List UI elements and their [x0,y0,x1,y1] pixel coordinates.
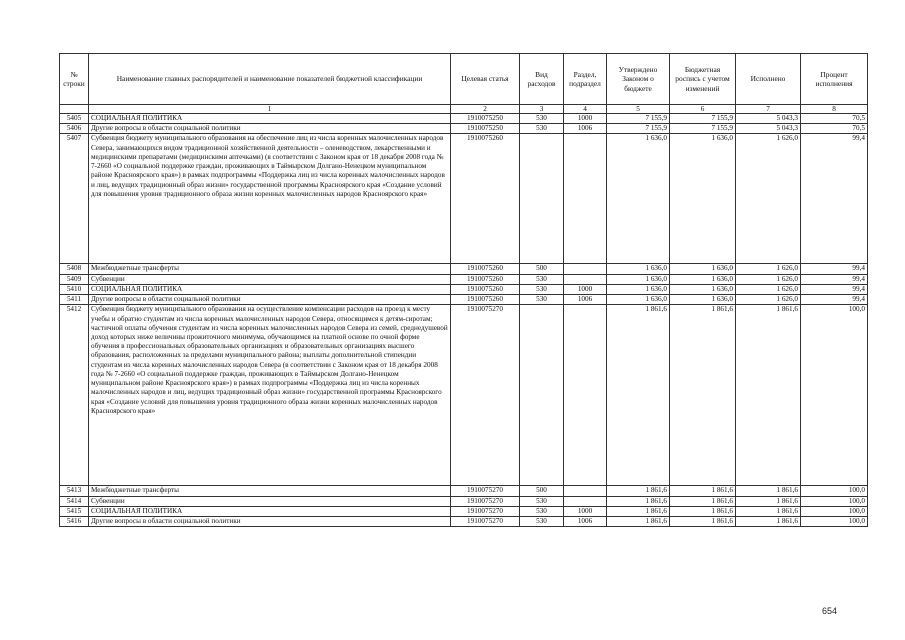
header-row-number: № строки [60,54,89,105]
planned-amount-cell: 1 636,0 [670,264,736,274]
column-numbers-row [60,105,868,114]
table-row [60,295,868,305]
approved-amount-cell: 7 155,9 [607,114,670,124]
target-article-cell: 1910075260 [451,295,520,305]
target-article-cell: 1910075270 [451,305,520,486]
planned-amount-cell: 1 636,0 [670,284,736,294]
approved-amount-cell: 1 636,0 [607,295,670,305]
expense-type-cell: 530 [520,295,564,305]
executed-amount-cell: 1 861,6 [736,516,801,526]
planned-amount-cell: 1 636,0 [670,134,736,264]
expense-type-cell: 530 [520,274,564,284]
row-name-cell: СОЦИАЛЬНАЯ ПОЛИТИКА [89,284,451,294]
section-cell: 1000 [564,506,607,516]
percent-cell: 70,5 [801,114,868,124]
target-article-cell: 1910075250 [451,114,520,124]
row-number-cell: 5414 [60,496,89,506]
section-cell: 1000 [564,114,607,124]
section-cell: 1006 [564,516,607,526]
expense-type-cell: 530 [520,124,564,134]
row-name-cell: Субвенции [89,496,451,506]
executed-amount-cell: 1 861,6 [736,486,801,496]
row-number-cell: 5412 [60,305,89,486]
planned-amount-cell: 1 861,6 [670,506,736,516]
planned-amount-cell: 1 636,0 [670,274,736,284]
executed-amount-cell: 1 626,0 [736,284,801,294]
target-article-cell: 1910075250 [451,124,520,134]
expense-type-cell: 500 [520,486,564,496]
expense-type-cell: 530 [520,284,564,294]
row-name-cell: Межбюджетные трансферты [89,264,451,274]
target-article-cell: 1910075260 [451,134,520,264]
percent-cell: 99,4 [801,134,868,264]
row-number-cell: 5416 [60,516,89,526]
approved-amount-cell: 1 861,6 [607,516,670,526]
target-article-cell: 1910075270 [451,516,520,526]
budget-table [59,53,868,527]
planned-amount-cell: 1 861,6 [670,486,736,496]
row-name-cell: Другие вопросы в области социальной политики [89,295,451,305]
approved-amount-cell: 1 636,0 [607,284,670,294]
executed-amount-cell: 1 626,0 [736,295,801,305]
approved-amount-cell: 1 636,0 [607,274,670,284]
planned-amount-cell: 1 861,6 [670,305,736,486]
executed-amount-cell: 1 861,6 [736,305,801,486]
table-header-row [60,54,868,105]
target-article-cell: 1910075270 [451,496,520,506]
approved-amount-cell: 1 636,0 [607,134,670,264]
executed-amount-cell: 5 043,3 [736,114,801,124]
row-number-cell: 5411 [60,295,89,305]
expense-type-cell: 500 [520,264,564,274]
table-row [60,284,868,294]
planned-amount-cell: 1 636,0 [670,295,736,305]
approved-amount-cell: 1 636,0 [607,264,670,274]
row-number-cell: 5409 [60,274,89,284]
column-number: 6 [670,105,736,114]
column-number: 2 [451,105,520,114]
column-number: 7 [736,105,801,114]
table-row [60,496,868,506]
table-row [60,305,868,486]
header-planned: Бюджетная роспись с учетом изменений [670,54,736,105]
header-percent: Процент исполнения [801,54,868,105]
approved-amount-cell: 1 861,6 [607,305,670,486]
column-number: 4 [564,105,607,114]
header-executed: Исполнено [736,54,801,105]
planned-amount-cell: 1 861,6 [670,496,736,506]
section-cell [564,134,607,264]
expense-type-cell: 530 [520,516,564,526]
target-article-cell: 1910075270 [451,486,520,496]
row-name-cell: СОЦИАЛЬНАЯ ПОЛИТИКА [89,114,451,124]
percent-cell: 99,4 [801,295,868,305]
table-row [60,486,868,496]
row-name-cell: Другие вопросы в области социальной политики [89,124,451,134]
expense-type-cell [520,134,564,264]
header-name: Наименование главных распорядителей и наименование показателей бюджетной классификации [89,54,451,105]
row-number-cell: 5407 [60,134,89,264]
expense-type-cell: 530 [520,496,564,506]
row-number-cell: 5406 [60,124,89,134]
column-number-blank [60,105,89,114]
section-cell [564,305,607,486]
section-cell: 1006 [564,124,607,134]
percent-cell: 100,0 [801,506,868,516]
row-number-cell: 5410 [60,284,89,294]
approved-amount-cell: 1 861,6 [607,496,670,506]
percent-cell: 70,5 [801,124,868,134]
table-row [60,506,868,516]
row-name-cell: Межбюджетные трансферты [89,486,451,496]
executed-amount-cell: 1 626,0 [736,264,801,274]
section-cell: 1000 [564,284,607,294]
row-name-cell: Субвенции [89,274,451,284]
row-number-cell: 5408 [60,264,89,274]
row-number-cell: 5413 [60,486,89,496]
percent-cell: 99,4 [801,264,868,274]
expense-type-cell: 530 [520,506,564,516]
executed-amount-cell: 1 626,0 [736,274,801,284]
target-article-cell: 1910075260 [451,284,520,294]
row-name-cell: СОЦИАЛЬНАЯ ПОЛИТИКА [89,506,451,516]
column-number: 1 [89,105,451,114]
header-target-article: Целевая статья [451,54,520,105]
section-cell: 1006 [564,295,607,305]
percent-cell: 99,4 [801,274,868,284]
section-cell [564,274,607,284]
target-article-cell: 1910075260 [451,274,520,284]
planned-amount-cell: 1 861,6 [670,516,736,526]
table-row [60,274,868,284]
row-number-cell: 5405 [60,114,89,124]
percent-cell: 99,4 [801,284,868,294]
row-name-cell: Субвенция бюджету муниципального образования на осуществление компенсации расходов на проезд к месту учебы и обратно студентам из числа коренных малочисленных народов Севера, относящимся к детям-сиротам; частичной оплаты обучения студентам из числа коренных малочисленных народов Севера из семей, среднедушевой доход которых ниже величины прожиточного минимума, обучающимся на платной основе по очной форме обучения в профессиональных образовательных организациях и образовательных организациях высшего образования, расположенных за пределами муниципального района; выплаты дополнительной стипендии студентам из числа коренных малочисленных народов Севера (в соответствии с Законом края от 18 декабря 2008 года № 7-2660 «О социальной поддержке граждан, проживающих в Таймырском Долгано-Ненецком муниципальном районе Красноярского края») в рамках подпрограммы «Поддержка лиц из числа коренных малочисленных народов и лиц, ведущих традиционный образ жизни» государственной программы Красноярского края «Создание условий для повышения уровня традиционного образа жизни коренных малочисленных народов Красноярского края» [89,305,451,486]
page-number: 654 [821,606,837,616]
target-article-cell: 1910075260 [451,264,520,274]
section-cell [564,486,607,496]
approved-amount-cell: 7 155,9 [607,124,670,134]
percent-cell: 100,0 [801,486,868,496]
header-expense-type: Вид расходов [520,54,564,105]
header-approved: Утверждено Законом о бюджете [607,54,670,105]
section-cell [564,264,607,274]
executed-amount-cell: 1 861,6 [736,496,801,506]
column-number: 8 [801,105,868,114]
percent-cell: 100,0 [801,305,868,486]
expense-type-cell: 530 [520,114,564,124]
executed-amount-cell: 1 861,6 [736,506,801,516]
target-article-cell: 1910075270 [451,506,520,516]
section-cell [564,496,607,506]
table-row [60,124,868,134]
approved-amount-cell: 1 861,6 [607,486,670,496]
planned-amount-cell: 7 155,9 [670,114,736,124]
executed-amount-cell: 1 626,0 [736,134,801,264]
table-row [60,114,868,124]
approved-amount-cell: 1 861,6 [607,506,670,516]
planned-amount-cell: 7 155,9 [670,124,736,134]
executed-amount-cell: 5 043,3 [736,124,801,134]
table-row [60,516,868,526]
percent-cell: 100,0 [801,496,868,506]
table-row [60,264,868,274]
expense-type-cell [520,305,564,486]
table-row [60,134,868,264]
percent-cell: 100,0 [801,516,868,526]
row-number-cell: 5415 [60,506,89,516]
header-section: Раздел, подраздел [564,54,607,105]
row-name-cell: Субвенция бюджету муниципального образования на обеспечение лиц из числа коренных малочисленных народов Севера, занимающихся видом традиционной хозяйственной деятельности – оленеводством, лекарственными и медицинскими препаратами (медицинскими аптечками) (в соответствии с Законом края от 18 декабря 2008 года № 7-2660 «О социальной поддержке граждан, проживающих в Таймырском Долгано-Ненецком муниципальном районе Красноярского края») в рамках подпрограммы «Поддержка лиц из числа коренных малочисленных народов и лиц, ведущих традиционный образ жизни» государственной программы Красноярского края «Создание условий для повышения уровня традиционного образа жизни коренных малочисленных народов Красноярского края» [89,134,451,264]
column-number: 3 [520,105,564,114]
column-number: 5 [607,105,670,114]
row-name-cell: Другие вопросы в области социальной политики [89,516,451,526]
